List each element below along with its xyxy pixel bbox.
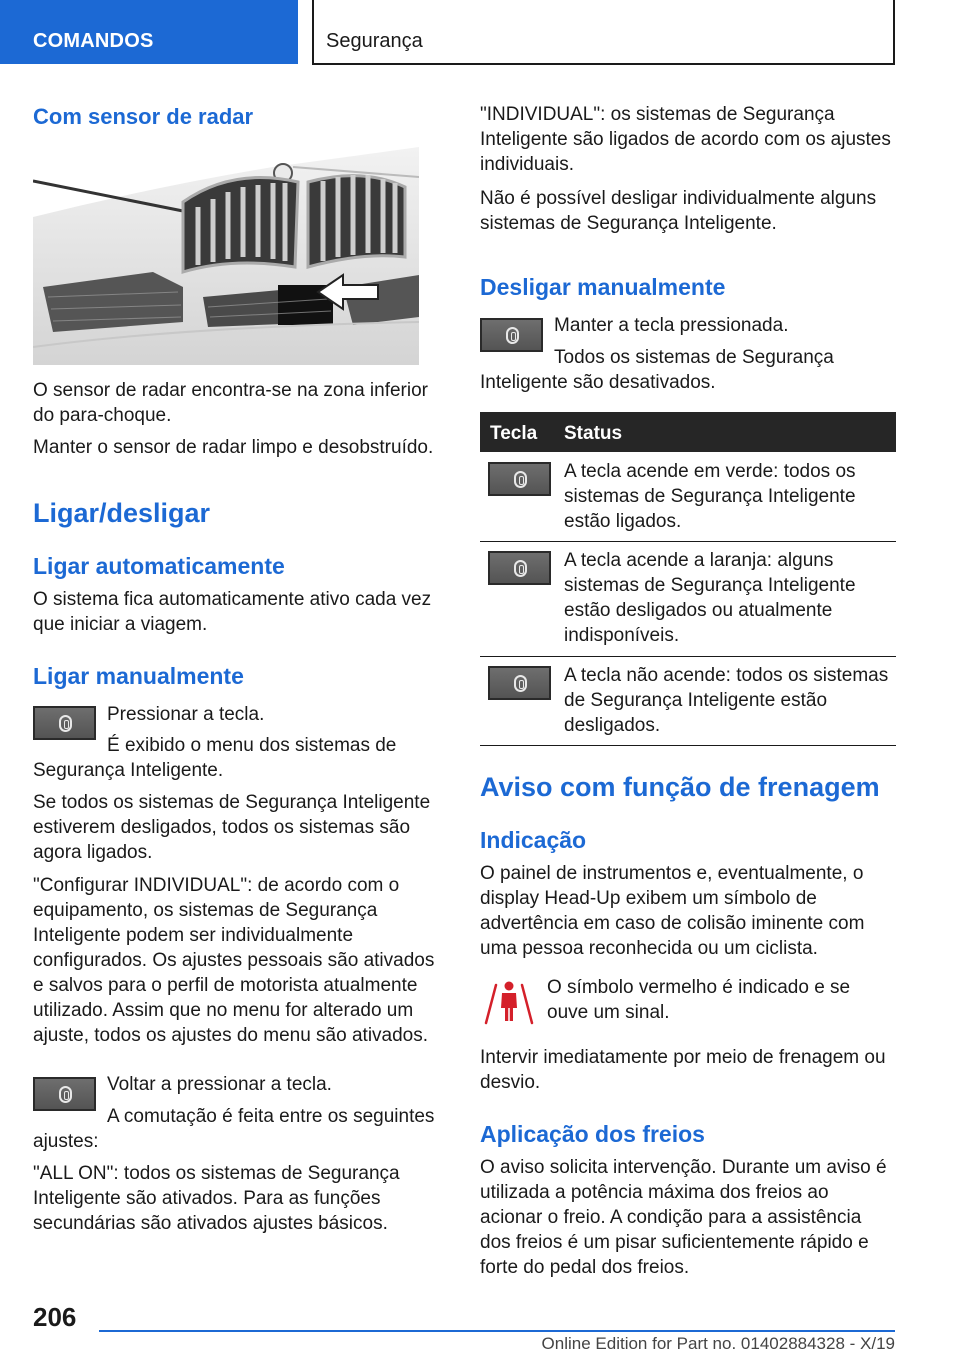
page-title: Segurança	[326, 30, 423, 52]
car-front-radar-photo	[33, 147, 419, 365]
table-divider	[480, 656, 896, 657]
column-header-tecla: Tecla	[490, 423, 538, 444]
paragraph: "ALL ON": todos os sistemas de Segurança Inteligente são ativados. Para as funções secundárias são ativados ajustes básicos.	[33, 1163, 400, 1234]
heading-indicacao: Indicação	[480, 827, 587, 853]
heading-aplicacao-freios: Aplicação dos freios	[480, 1121, 705, 1147]
paragraph: Se todos os sistemas de Segurança Inteligente estiverem desligados, todos os sistemas são agora ligados.	[33, 792, 431, 863]
column-header-status: Status	[564, 423, 623, 444]
paragraph: Voltar a pressionar a tecla.	[107, 1074, 332, 1095]
table-row: A tecla acende a laranja: alguns sistemas de Segurança Inteligente estão desligados ou atualmente indisponíveis.	[564, 550, 856, 646]
heading-ligar-automaticamente: Ligar automaticamente	[33, 553, 285, 579]
paragraph: O painel de instrumentos e, eventualmente, o display Head-Up exibem um símbolo de advertência em caso de colisão iminente com uma pessoa reconhecida ou um ciclista.	[480, 863, 865, 959]
footer-rule	[99, 1330, 895, 1332]
table-row: A tecla acende em verde: todos os sistemas de Segurança Inteligente estão ligados.	[564, 461, 856, 532]
paragraph: Pressionar a tecla.	[107, 704, 265, 725]
heading-ligar-desligar: Ligar/desligar	[33, 498, 211, 528]
heading-aviso-frenagem: Aviso com função de frenagem	[480, 772, 880, 802]
driver-assistance-button-icon	[488, 462, 551, 496]
heading-radar-sensor: Com sensor de radar	[33, 104, 254, 129]
table-divider	[480, 745, 896, 746]
paragraph: O sistema fica automaticamente ativo cada vez que iniciar a viagem.	[33, 589, 432, 635]
pedestrian-warning-icon	[480, 973, 538, 1031]
footer-edition: Online Edition for Part no. 01402884328 - X/19	[541, 1334, 895, 1353]
paragraph: Manter a tecla pressionada.	[554, 315, 789, 336]
page-number: 206	[33, 1302, 77, 1332]
paragraph: O símbolo vermelho é indicado e se ouve um sinal.	[547, 977, 851, 1023]
paragraph: Não é possível desligar individualmente alguns sistemas de Segurança Inteligente.	[480, 188, 877, 234]
paragraph: O sensor de radar encontra-se na zona inferior do para-choque.	[33, 380, 428, 426]
paragraph: Todos os sistemas de Segurança Inteligente são desativados.	[480, 347, 834, 393]
paragraph: A comutação é feita entre os seguintes ajustes:	[33, 1106, 435, 1152]
paragraph: É exibido o menu dos sistemas de Segurança Inteligente.	[33, 735, 397, 781]
driver-assistance-button-icon	[488, 551, 551, 585]
header-underline	[312, 63, 895, 65]
header-right-border	[893, 0, 895, 65]
section-tab	[0, 0, 298, 64]
paragraph: "INDIVIDUAL": os sistemas de Segurança Inteligente são ligados de acordo com os ajustes individuais.	[480, 104, 891, 175]
heading-desligar-manualmente: Desligar manualmente	[480, 274, 726, 300]
table-header	[480, 412, 896, 452]
table-divider	[480, 541, 896, 542]
section-label: COMANDOS	[33, 30, 154, 52]
paragraph: Manter o sensor de radar limpo e desobstruído.	[33, 437, 434, 458]
table-row: A tecla não acende: todos os sistemas de Segurança Inteligente estão desligados.	[564, 665, 889, 736]
heading-ligar-manualmente: Ligar manualmente	[33, 663, 244, 689]
header-divider	[312, 0, 314, 64]
paragraph: O aviso solicita intervenção. Durante um aviso é utilizada a potência máxima dos freios ao acionar o freio. A condição para a assistência dos freios é um pisar suficientemente rápido e forte do pedal dos freios.	[480, 1157, 887, 1278]
paragraph: "Configurar INDIVIDUAL": de acordo com o equipamento, os sistemas de Segurança Inteligente podem ser individualmente configurados. Os ajustes pessoais são ativados e salvos para o perfil de motorista atualmente utilizado. Assim que no menu for alterado um ajuste, todos os ajustes do menu são ativados.	[33, 875, 435, 1046]
paragraph: Intervir imediatamente por meio de frenagem ou desvio.	[480, 1047, 886, 1093]
driver-assistance-button-icon	[488, 666, 551, 700]
